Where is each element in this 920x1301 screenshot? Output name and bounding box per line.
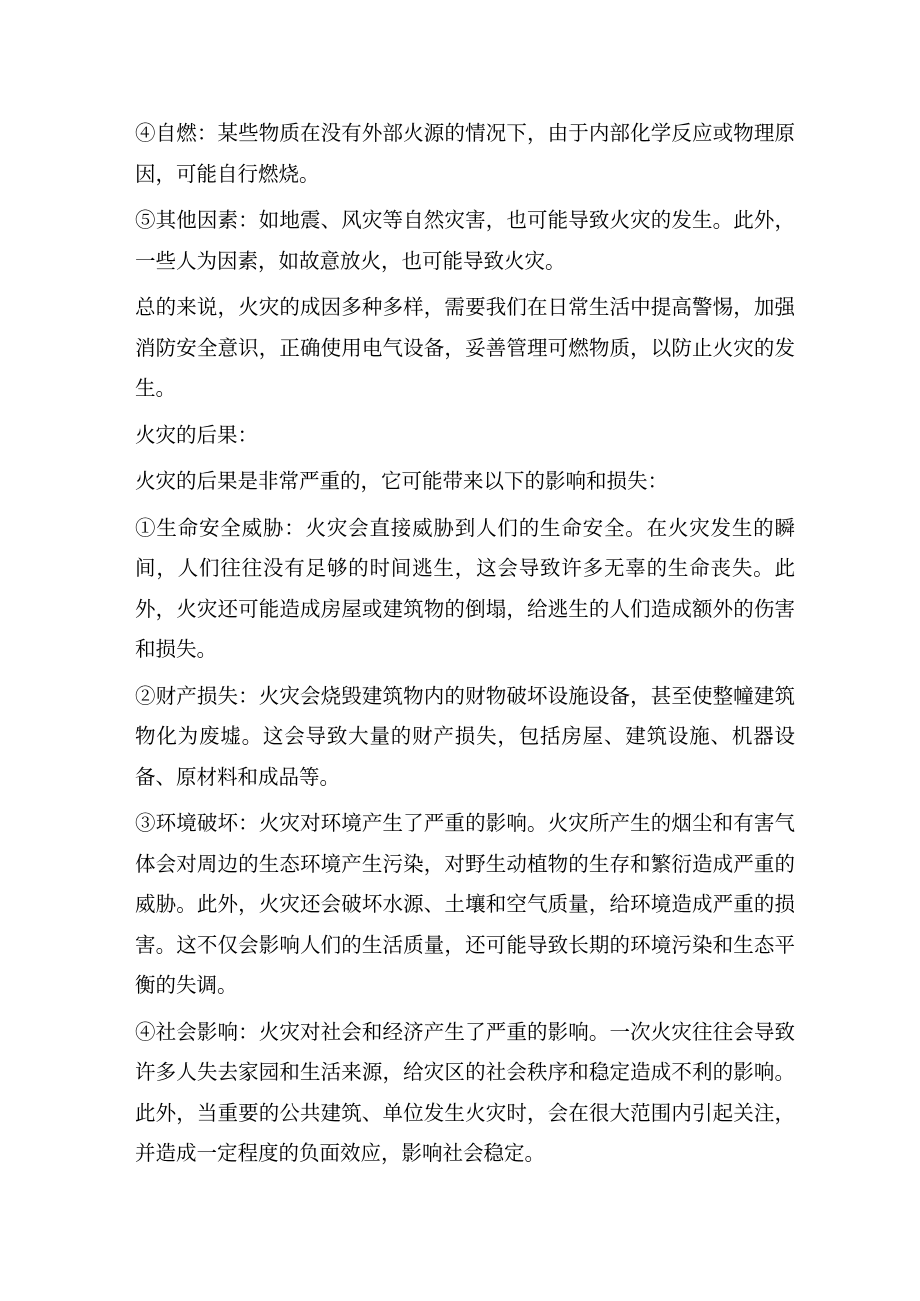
paragraph-social-impact: ④社会影响：火灾对社会和经济产生了严重的影响。一次火灾往往会导致许多人失去家园和生活来源，给灾区的社会秩序和稳定造成不利的影响。此外，当重要的公共建筑、单位发生火灾时，会在很大范围内引起关注，并造成一定程度的负面效应，影响社会稳定。 <box>135 1019 795 1165</box>
paragraph-spontaneous-combustion: ④自燃：某些物质在没有外部火源的情况下，由于内部化学反应或物理原因，可能自行燃烧。 <box>135 121 795 186</box>
document-body <box>135 113 795 1180</box>
paragraph-consequences-intro: 火灾的后果是非常严重的，它可能带来以下的影响和损失： <box>135 469 668 493</box>
paragraph-other-factors: ⑤其他因素：如地震、风灾等自然灾害，也可能导致火灾的发生。此外，一些人为因素，如故意放火，也可能导致火灾。 <box>135 208 795 273</box>
paragraph-summary: 总的来说，火灾的成因多种多样，需要我们在日常生活中提高警惕，加强消防安全意识，正确使用电气设备，妥善管理可燃物质，以防止火灾的发生。 <box>135 295 795 400</box>
paragraph-environmental-damage: ③环境破坏：火灾对环境产生了严重的影响。火灾所产生的烟尘和有害气体会对周边的生态环境产生污染，对野生动植物的生存和繁衍造成严重的威胁。此外，火灾还会破坏水源、土壤和空气质量，给环境造成严重的损害。这不仅会影响人们的生活质量，还可能导致长期的环境污染和生态平衡的失调。 <box>135 811 795 997</box>
section-heading-consequences: 火灾的后果： <box>135 422 258 447</box>
paragraph-property-loss: ②财产损失：火灾会烧毁建筑物内的财物破坏设施设备，甚至使整幢建筑物化为废墟。这会导致大量的财产损失，包括房屋、建筑设施、机器设备、原材料和成品等。 <box>135 683 795 789</box>
paragraph-life-safety: ①生命安全威胁：火灾会直接威胁到人们的生命安全。在火灾发生的瞬间，人们往往没有足够的时间逃生，这会导致许多无辜的生命丧失。此外，火灾还可能造成房屋或建筑物的倒塌，给逃生的人们造成额外的伤害和损失。 <box>135 515 795 661</box>
